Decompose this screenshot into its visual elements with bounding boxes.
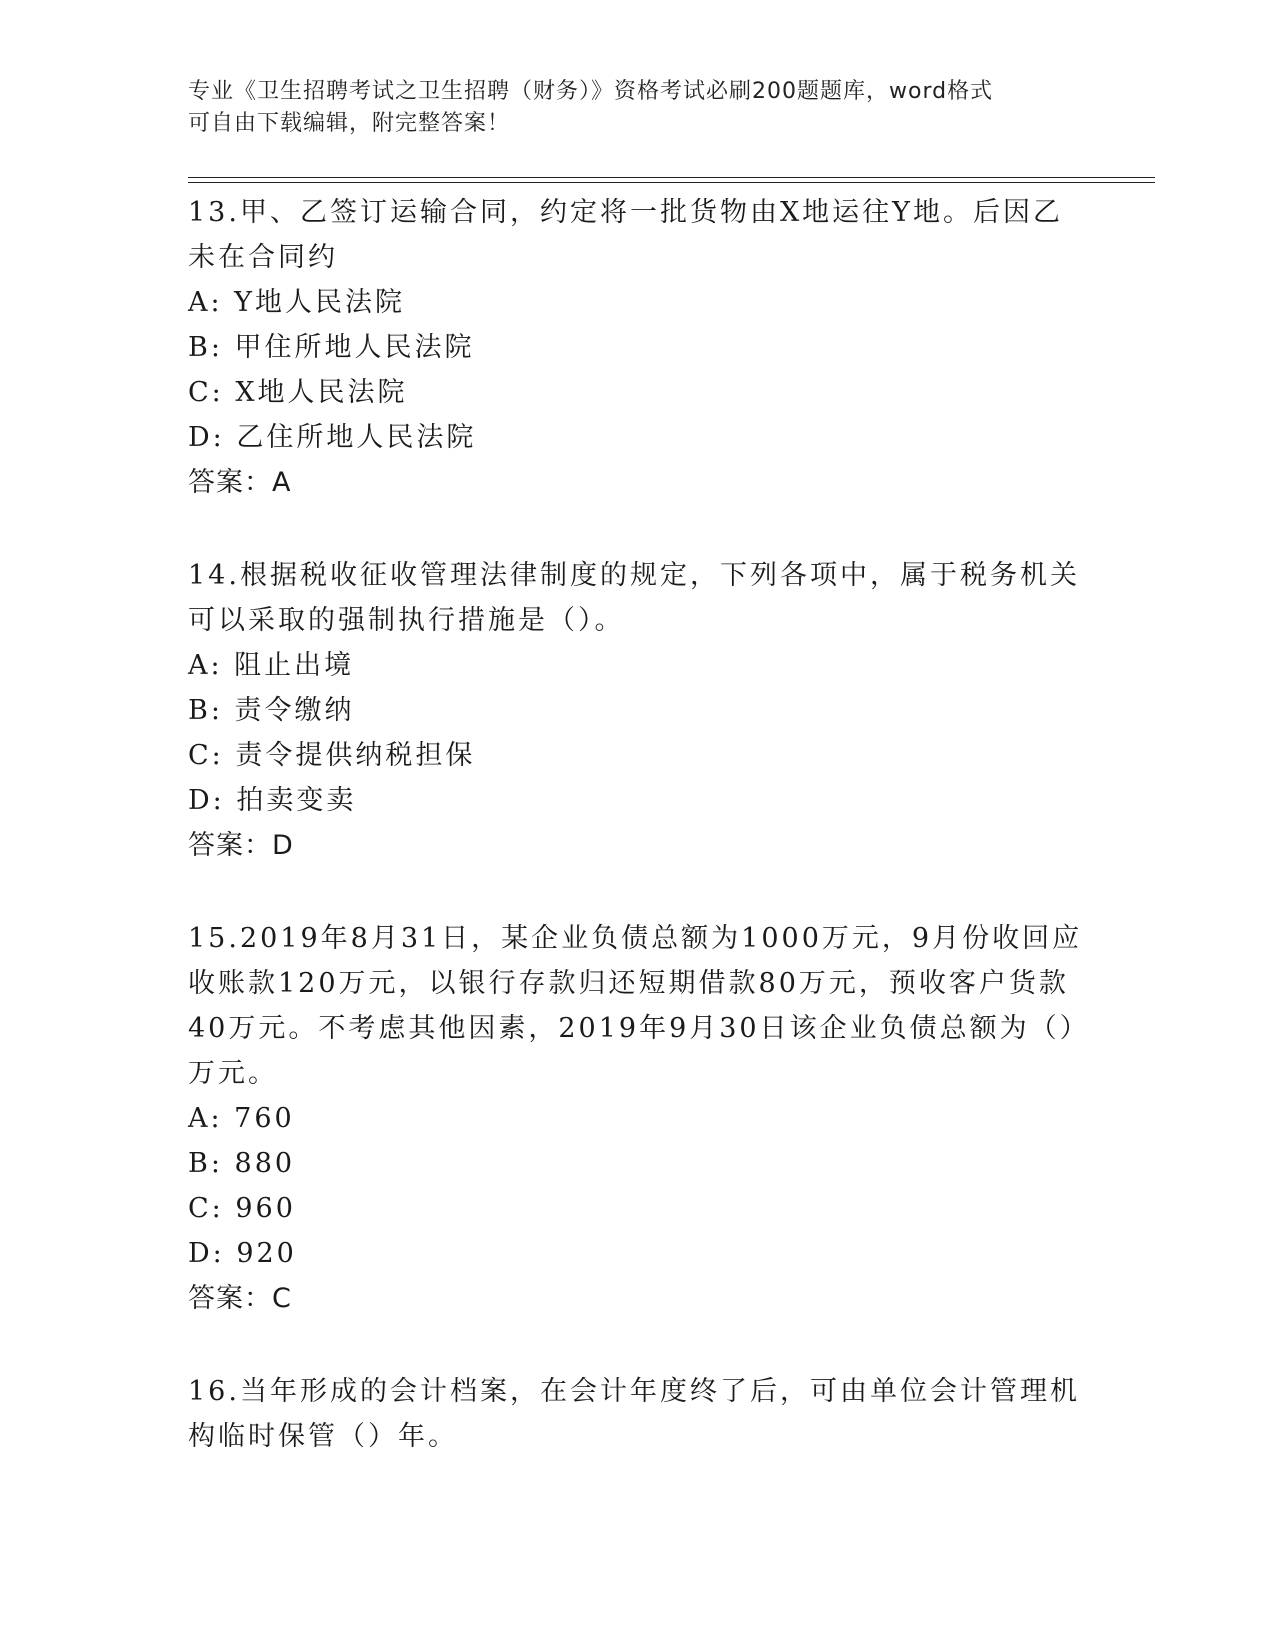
option-d: D: 920: [188, 1238, 297, 1269]
option-c: C: X地人民法院: [188, 377, 408, 408]
option-d: D: 乙住所地人民法院: [188, 422, 477, 453]
option-a: A: 760: [188, 1103, 295, 1134]
question-text: 13.甲、乙签订运输合同，约定将一批货物由X地运往Y地。后因乙未在合同约: [188, 197, 1063, 273]
question-list: [188, 190, 1088, 1507]
document-header: [188, 76, 1088, 140]
question-13: [188, 190, 1088, 505]
option-b: B: 880: [188, 1148, 296, 1179]
header-divider-top: [188, 177, 1155, 178]
answer-label: 答案：C: [188, 1283, 292, 1314]
option-c: C: 责令提供纳税担保: [188, 740, 476, 771]
question-16: [188, 1369, 1088, 1459]
option-a: A: Y地人民法院: [188, 287, 406, 318]
option-b: B: 甲住所地人民法院: [188, 332, 475, 363]
header-line-1: 专业《卫生招聘考试之卫生招聘（财务）》资格考试必刷200题题库，word格式: [188, 79, 994, 104]
option-c: C: 960: [188, 1193, 296, 1224]
answer-label: 答案：A: [188, 467, 292, 498]
question-text: 15.2019年8月31日，某企业负债总额为1000万元，9月份收回应收账款120万元，以银行存款归还短期借款80万元，预收客户货款40万元。不考虑其他因素，2019年9月30日该企业负债总额为（）万元。: [188, 923, 1083, 1089]
question-15: [188, 916, 1088, 1321]
header-line-2: 可自由下载编辑，附完整答案！: [188, 111, 511, 136]
question-text: 16.当年形成的会计档案，在会计年度终了后，可由单位会计管理机构临时保管（）年。: [188, 1376, 1080, 1452]
question-14: [188, 553, 1088, 868]
header-divider-bottom: [188, 182, 1155, 183]
answer-label: 答案：D: [188, 830, 294, 861]
option-b: B: 责令缴纳: [188, 695, 355, 726]
option-a: A: 阻止出境: [188, 650, 355, 681]
option-d: D: 拍卖变卖: [188, 785, 357, 816]
question-text: 14.根据税收征收管理法律制度的规定，下列各项中，属于税务机关可以采取的强制执行措施是（）。: [188, 560, 1080, 636]
